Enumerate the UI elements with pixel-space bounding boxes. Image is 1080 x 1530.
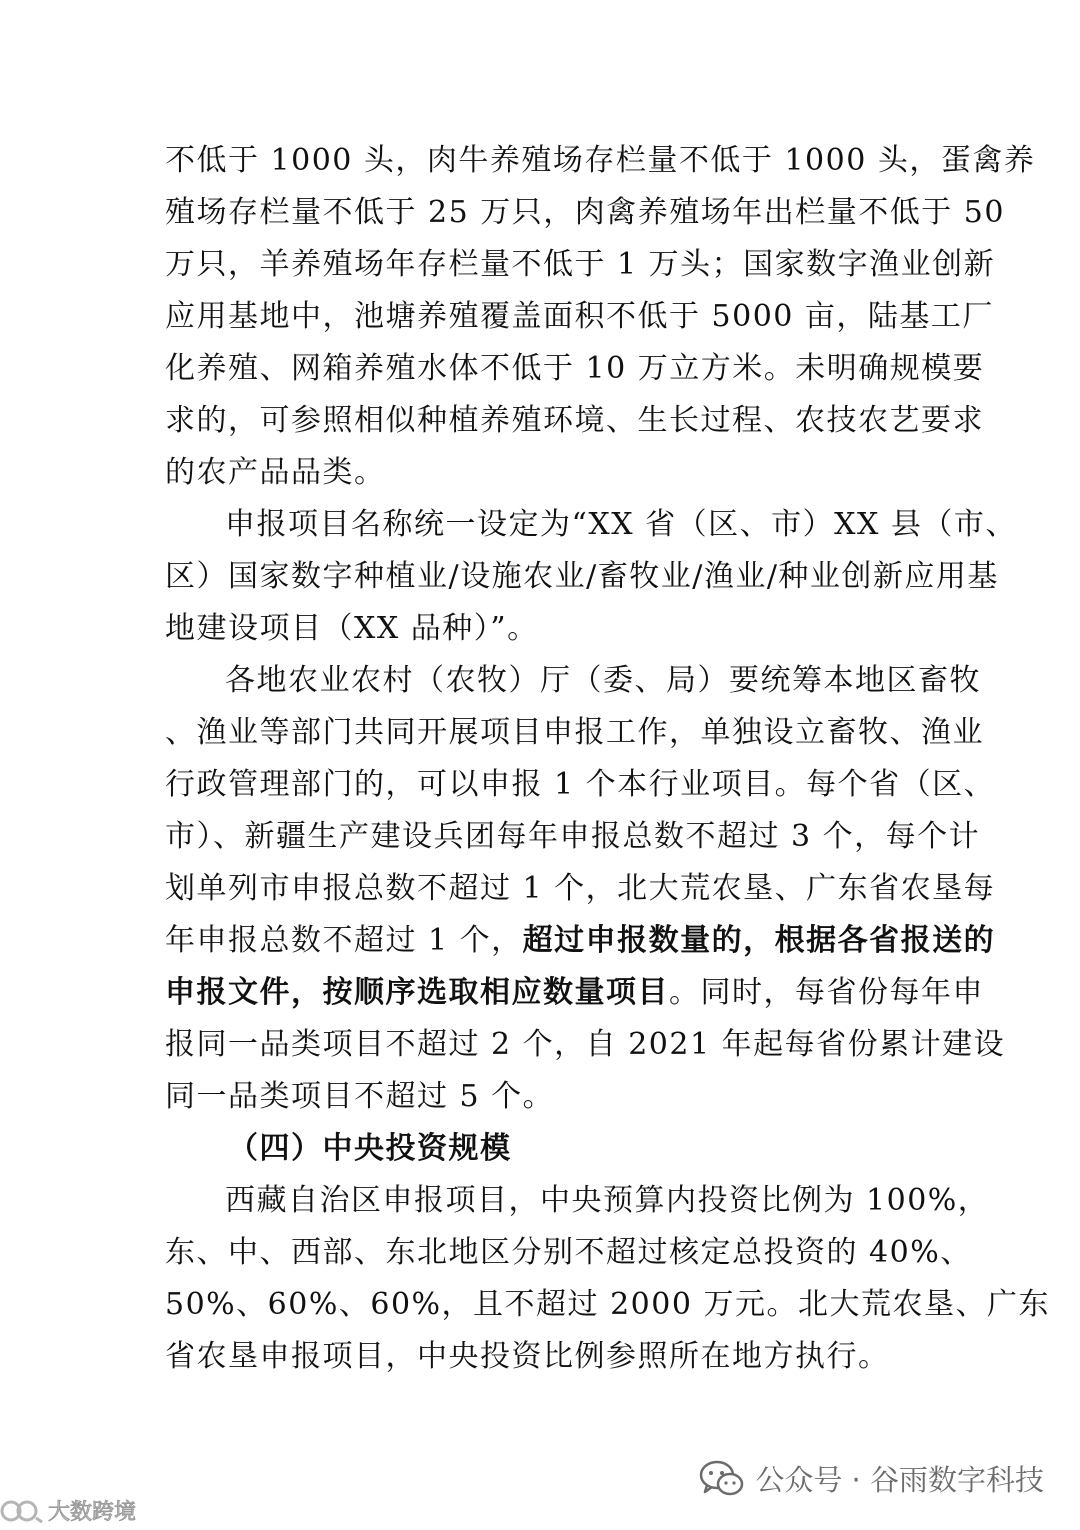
bold-text-segment: 超过申报数量的，根据各省报送的 xyxy=(522,923,996,958)
wechat-icon xyxy=(699,1460,745,1498)
text-segment: 。同时，每省份每年申 xyxy=(669,975,984,1010)
text-line: 西藏自治区申报项目，中央预算内投资比例为 100%， xyxy=(225,1183,990,1218)
text-line: 殖场存栏量不低于 25 万只，肉禽养殖场年出栏量不低于 50 xyxy=(165,195,1005,230)
text-line: 不低于 1000 头，肉牛养殖场存栏量不低于 1000 头，蛋禽养 xyxy=(165,143,1036,178)
text-line: 同一品类项目不超过 5 个。 xyxy=(165,1079,555,1114)
section-heading: （四）中央投资规模 xyxy=(228,1131,512,1166)
text-line: 万只，羊养殖场年存栏量不低于 1 万头；国家数字渔业创新 xyxy=(165,247,996,282)
text-line: 行政管理部门的，可以申报 1 个本行业项目。每个省（区、 xyxy=(165,767,996,802)
text-line: 求的，可参照相似种植养殖环境、生长过程、农技农艺要求 xyxy=(165,403,984,438)
text-line: 应用基地中，池塘养殖覆盖面积不低于 5000 亩，陆基工厂 xyxy=(165,299,994,334)
text-line: 化养殖、网箱养殖水体不低于 10 万立方米。未明确规模要 xyxy=(165,351,985,386)
text-line: 东、中、西部、东北地区分别不超过核定总投资的 40%、 xyxy=(165,1235,972,1270)
text-line: 省农垦申报项目，中央投资比例参照所在地方执行。 xyxy=(165,1339,890,1374)
watermark xyxy=(0,1495,136,1526)
text-line: 的农产品品类。 xyxy=(165,455,386,490)
text-line: 申报项目名称统一设定为“XX 省（区、市）XX 县（市、 xyxy=(225,507,1017,542)
watermark-text: 大数跨境 xyxy=(48,1500,137,1525)
text-line xyxy=(165,973,984,1013)
account-name: 公众号 · 谷雨数字科技 xyxy=(755,1463,1044,1497)
text-line xyxy=(165,921,995,961)
watermark-logo-icon xyxy=(0,1498,44,1524)
bold-text-segment: 申报文件，按顺序选取相应数量项目 xyxy=(165,975,669,1010)
text-segment: 年申报总数不超过 1 个， xyxy=(165,923,523,958)
text-line: 市）、新疆生产建设兵团每年申报总数不超过 3 个，每个计 xyxy=(165,819,981,854)
text-line: 地建设项目（XX 品种）”。 xyxy=(165,611,539,646)
wechat-account-caption xyxy=(699,1458,1044,1499)
text-line: 报同一品类项目不超过 2 个，自 2021 年起每省份累计建设 xyxy=(165,1027,1006,1062)
text-line: 50%、60%、60%，且不超过 2000 万元。北大荒农垦、广东 xyxy=(165,1287,1050,1322)
text-line: 划单列市申报总数不超过 1 个，北大荒农垦、广东省农垦每 xyxy=(165,871,996,906)
text-line: 各地农业农村（农牧）厅（委、局）要统筹本地区畜牧 xyxy=(225,663,981,698)
text-line: 、渔业等部门共同开展项目申报工作，单独设立畜牧、渔业 xyxy=(165,715,984,750)
text-line: 区）国家数字种植业/设施农业/畜牧业/渔业/种业创新应用基 xyxy=(165,559,999,594)
